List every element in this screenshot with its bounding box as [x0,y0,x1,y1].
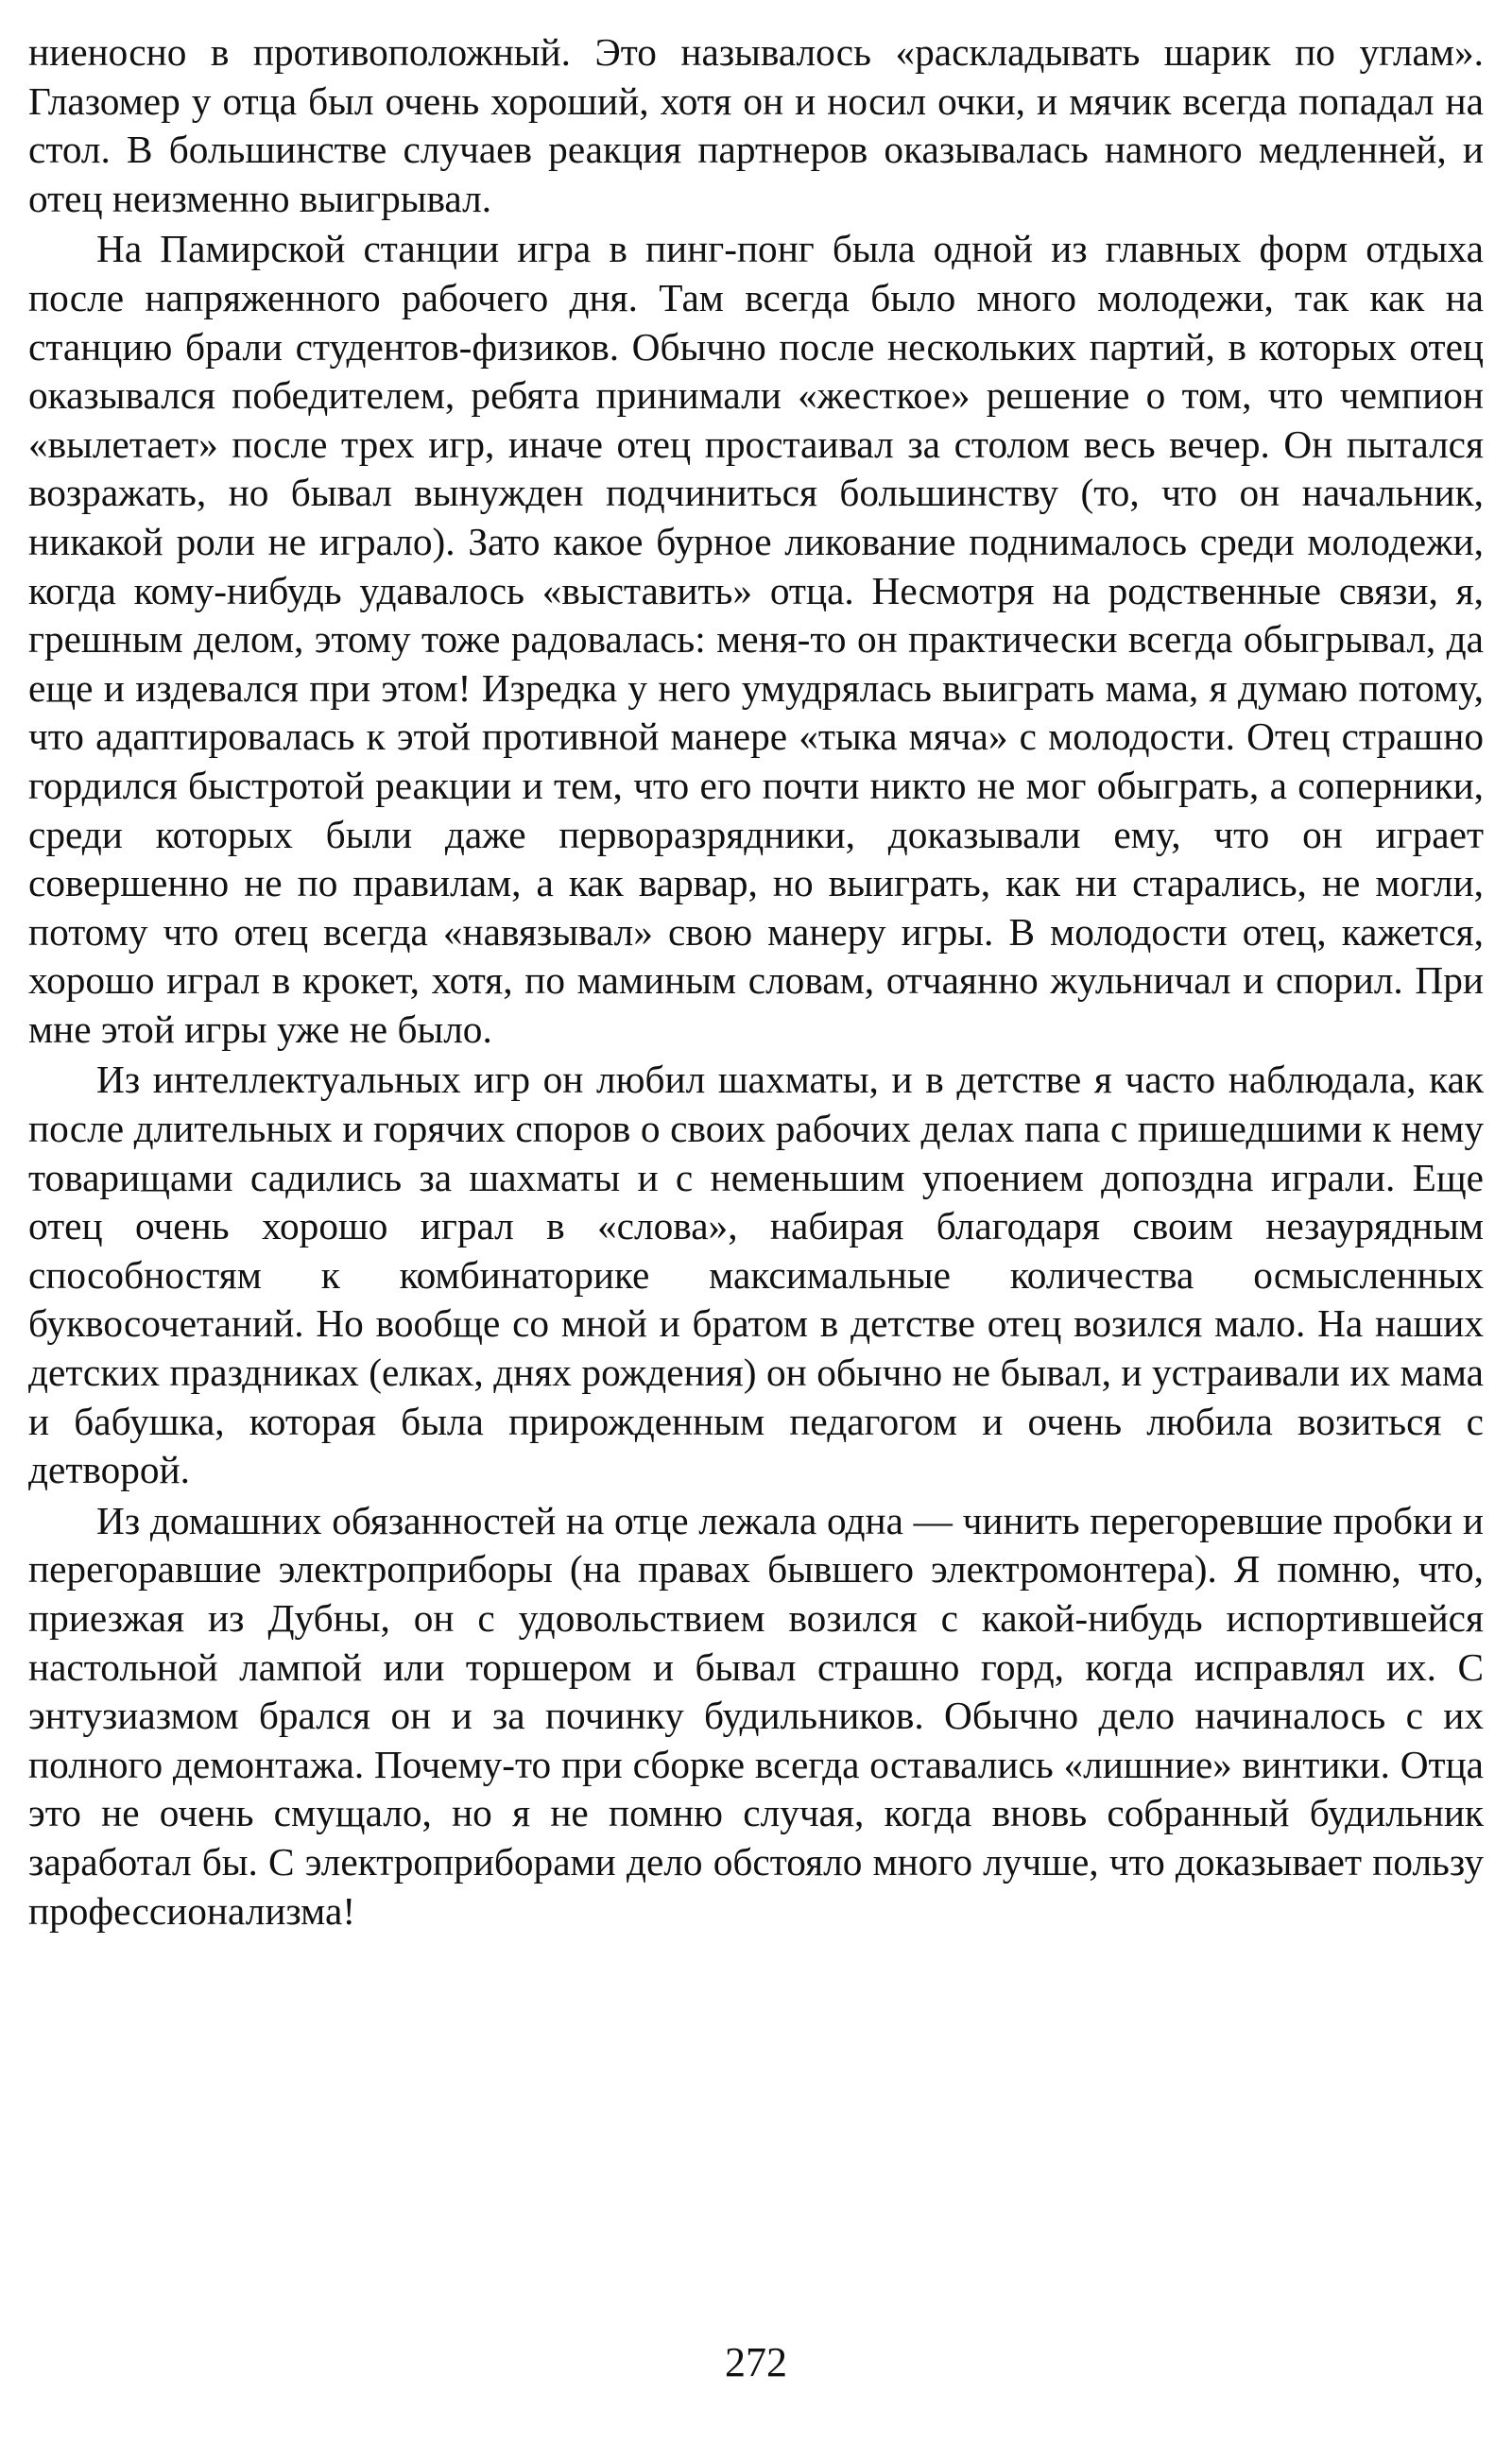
paragraph-intellectual-games: Из интеллектуальных игр он любил шахматы, и в детстве я часто наблюдала, как после длительных и горячих споров о своих рабочих делах папа с пришедшими к нему товарищами садились за шахматы и с неменьшим упоением допоздна играли. Еще отец очень хорошо играл в «слова», набирая благодаря своим незаурядным способностям к комбинаторике максимальные количества осмысленных буквосочетаний. Но вообще со мной и братом в детстве отец возился мало. На наших детских праздниках (елках, днях рождения) он обычно не бывал, и устраивали их мама и бабушка, которая была прирожденным педагогом и очень любила возиться с детворой. [28,1058,1484,1492]
page-number: 272 [725,2339,787,2385]
paragraph-pamir-ping-pong: На Памирской станции игра в пинг-понг была одной из главных форм отдыха после напряженного рабочего дня. Там всегда было много молодежи, так как на станцию брали студентов-физиков. Обычно после нескольких партий, в которых отец оказывался победителем, ребята принимали «жесткое» решение о том, что чемпион «вылетает» после трех игр, иначе отец простаивал за столом весь вечер. Он пытался возражать, но бывал вынужден подчиниться большинству (то, что он начальник, никакой роли не играло). Зато какое бурное ликование поднималось среди молодежи, когда кому-нибудь удавалось «выставить» отца. Несмотря на родственные связи, я, грешным делом, этому тоже радовалась: меня-то он практически всегда обыгрывал, да еще и издевался при этом! Изредка у него умудрялась выиграть мама, я думаю потому, что адаптировалась к этой противной манере «тыка мяча» с молодости. Отец страшно гордился быстротой реакции и тем, что его почти никто не мог обыграть, а соперники, среди которых были даже перворазрядники, доказывали ему, что он играет совершенно не по правилам, а как варвар, но выиграть, как ни старались, не могли, потому что отец всегда «навязывал» свою манеру игры. В молодости отец, кажется, хорошо играл в крокет, хотя, по маминым словам, отчаянно жульничал и спорил. При мне этой игры уже не было. [28,227,1484,1051]
paragraph-continuation: ниеносно в противоположный. Это называлось «раскладывать шарик по углам». Глазомер у отца был очень хороший, хотя он и носил очки, и мячик всегда попадал на стол. В большинстве случаев реакция партнеров оказывалась намного медленней, и отец неизменно выигрывал. [28,30,1484,220]
paragraph-household-duties: Из домашних обязанностей на отце лежала одна — чинить перегоревшие пробки и перегоравшие электроприборы (на правах бывшего электромонтера). Я помню, что, приезжая из Дубны, он с удовольствием возился с какой-нибудь испортившейся настольной лампой или торшером и бывал страшно горд, когда исправлял их. С энтузиазмом брался он и за починку будильников. Обычно дело начиналось с их полного демонтажа. Почему-то при сборке всегда оставались «лишние» винтики. Отца это не очень смущало, но я не помню случая, когда вновь собранный будильник заработал бы. С электроприборами дело обстояло много лучше, что доказывает пользу профессионализма! [28,1498,1484,1933]
page-body [28,28,1484,1936]
